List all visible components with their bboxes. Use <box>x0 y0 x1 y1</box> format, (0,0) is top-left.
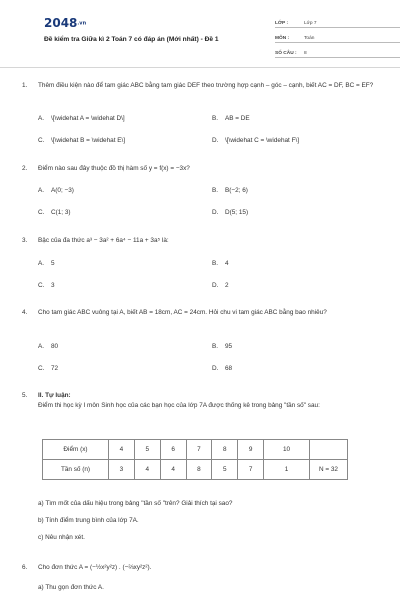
subject-label: MÔN : <box>275 36 290 41</box>
table-cell: 8 <box>212 440 238 460</box>
table-cell: 5 <box>134 440 160 460</box>
table-row <box>43 440 348 460</box>
subquestion-5c: c) Nêu nhận xét. <box>38 534 85 541</box>
table-cell: 9 <box>238 440 264 460</box>
section-heading: II. Tự luận: <box>38 392 71 399</box>
count-label: SỐ CÂU : <box>275 51 297 56</box>
option-2c[interactable]: C. C(1; 3) <box>38 209 71 216</box>
table-row-label: Tần số (n) <box>43 460 109 480</box>
table-cell: 7 <box>186 440 212 460</box>
question-4 <box>22 308 382 318</box>
question-text: Cho tam giác ABC vuông tại A, biết AB = 18cm, AC = 24cm. Hỏi chu vi tam giác ABC bằng bao nhiêu? <box>38 309 327 316</box>
question-number: 6. <box>22 564 28 571</box>
question-text: Điểm nào sau đây thuộc đồ thị hàm số y = f(x) = −3x? <box>38 165 190 172</box>
info-row-class <box>275 17 400 28</box>
table-row-label: Điểm (x) <box>43 440 109 460</box>
question-number: 1. <box>22 82 28 89</box>
option-3a[interactable]: A. 5 <box>38 260 55 267</box>
question-2 <box>22 164 382 174</box>
info-row-subject <box>275 32 400 43</box>
subquestion-6a: a) Thu gọn đơn thức A. <box>38 584 104 591</box>
option-3d[interactable]: D. 2 <box>212 282 229 289</box>
header <box>22 0 378 64</box>
question-3 <box>22 236 382 246</box>
option-1d[interactable]: D. \[\widehat C = \widehat F\] <box>212 137 300 144</box>
option-1b[interactable]: B. AB = DE <box>212 115 250 122</box>
table-cell: 1 <box>264 460 310 480</box>
option-4b[interactable]: B. 95 <box>212 343 233 350</box>
class-value: Lớp 7 <box>304 21 317 26</box>
site-logo[interactable]: 2048.vn <box>44 16 87 30</box>
question-6 <box>22 563 382 573</box>
option-2a[interactable]: A. A(0; −3) <box>38 187 74 194</box>
question-number: 5. <box>22 392 28 399</box>
info-box <box>275 17 400 62</box>
table-row <box>43 460 348 480</box>
table-cell: 4 <box>160 460 186 480</box>
option-1c[interactable]: C. \[\widehat B = \widehat E\] <box>38 137 126 144</box>
question-5 <box>22 391 382 411</box>
option-3b[interactable]: B. 4 <box>212 260 229 267</box>
question-number: 3. <box>22 237 28 244</box>
subquestion-5b: b) Tính điểm trung bình của lớp 7A. <box>38 517 139 524</box>
question-1 <box>22 81 382 91</box>
table-cell: 7 <box>238 460 264 480</box>
option-4a[interactable]: A. 80 <box>38 343 59 350</box>
option-2d[interactable]: D. D(5; 15) <box>212 209 249 216</box>
frequency-table <box>42 439 348 480</box>
header-divider <box>0 67 400 68</box>
question-text: Cho đơn thức A = (−½x²y²z) . (−⅔xy²z²). <box>38 564 152 571</box>
option-4d[interactable]: D. 68 <box>212 365 233 372</box>
table-cell: N = 32 <box>310 460 348 480</box>
option-3c[interactable]: C. 3 <box>38 282 55 289</box>
table-cell: 10 <box>264 440 310 460</box>
table-cell: 3 <box>109 460 135 480</box>
table-cell: 4 <box>109 440 135 460</box>
table-cell: 6 <box>160 440 186 460</box>
class-label: LỚP : <box>275 21 289 26</box>
option-2b[interactable]: B. B(−2; 6) <box>212 187 248 194</box>
option-1a[interactable]: A. \[\widehat A = \widehat D\] <box>38 115 125 122</box>
question-text: Điểm thi học kỳ I môn Sinh học của các bạn học của lớp 7A được thống kê trong bảng "tần số" sau: <box>38 402 320 409</box>
count-value: 8 <box>304 51 307 56</box>
question-text: Bậc của đa thức a³ − 3a² + 6a⁴ − 11a + 3a⁵ là: <box>38 237 169 244</box>
info-row-count <box>275 47 400 58</box>
table-cell: 5 <box>212 460 238 480</box>
option-4c[interactable]: C. 72 <box>38 365 59 372</box>
document-title: Đề kiểm tra Giữa kì 2 Toán 7 có đáp án (Mới nhất) - Đề 1 <box>44 36 219 43</box>
subject-value: Toán <box>304 36 315 41</box>
subquestion-5a: a) Tìm mốt của dấu hiệu trong bảng "tần số "trên? Giải thích tại sao? <box>38 500 233 507</box>
table-cell: 4 <box>134 460 160 480</box>
question-number: 4. <box>22 309 28 316</box>
table-cell: 8 <box>186 460 212 480</box>
question-number: 2. <box>22 165 28 172</box>
table-cell <box>310 440 348 460</box>
question-text: Thêm điều kiện nào để tam giác ABC bằng tam giác DEF theo trường hợp cạnh – góc – cạnh, biết AC = DF, BC = EF? <box>38 82 374 89</box>
